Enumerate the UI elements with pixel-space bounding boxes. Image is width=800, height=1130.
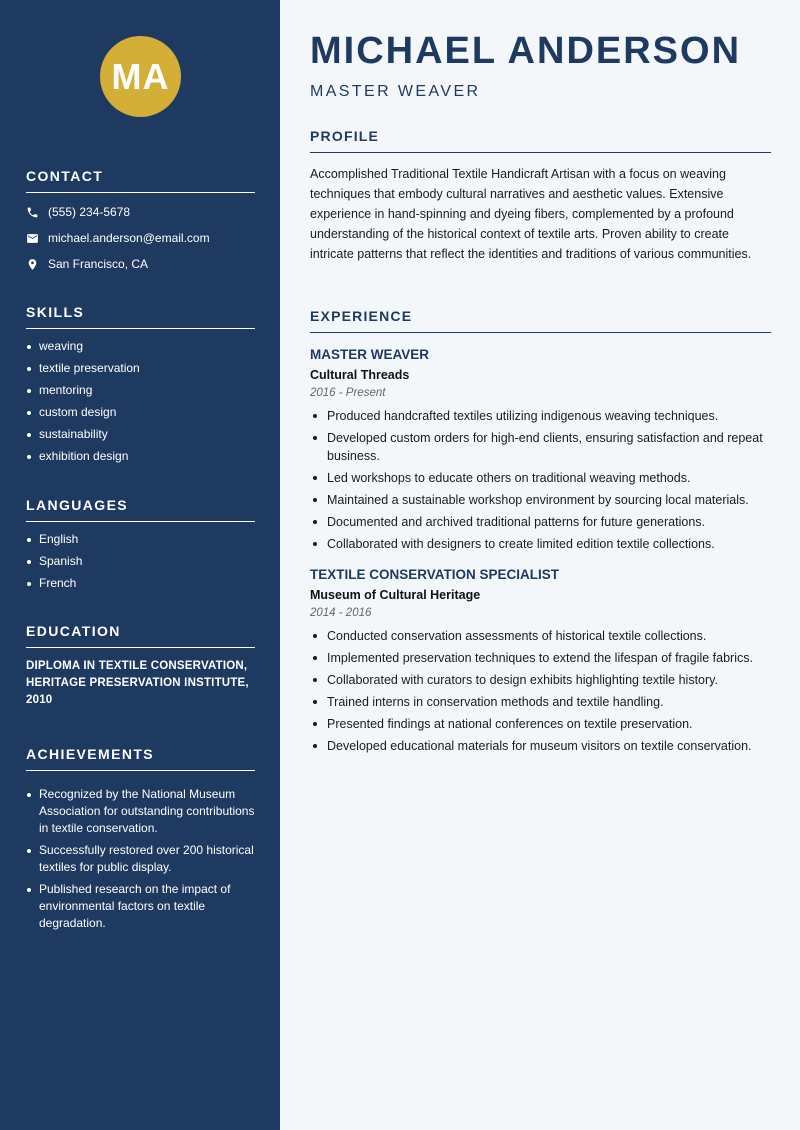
contact-section [26, 168, 255, 277]
achievements-section [26, 746, 255, 937]
achievements-heading: ACHIEVEMENTS [26, 746, 255, 771]
job-bullet: Conducted conservation assessments of historical textile collections. [310, 627, 771, 645]
skills-list [26, 338, 255, 465]
job-dates: 2014 - 2016 [310, 607, 372, 619]
languages-heading: LANGUAGES [26, 497, 255, 522]
job-bullet: Documented and archived traditional patterns for future generations. [310, 513, 771, 531]
skill-item: exhibition design [26, 448, 255, 465]
job-bullet: Presented findings at national conferences on textile preservation. [310, 715, 771, 733]
job-entry [310, 347, 771, 553]
job-bullets [310, 407, 771, 553]
contact-location [26, 251, 255, 277]
job-bullet: Developed educational materials for museum visitors on textile conservation. [310, 737, 771, 755]
language-item: Spanish [26, 553, 255, 570]
job-bullet: Developed custom orders for high-end clients, ensuring satisfaction and repeat business. [310, 429, 771, 465]
phone-link[interactable]: (555) 234-5678 [48, 205, 131, 219]
job-bullet: Collaborated with designers to create limited edition textile collections. [310, 535, 771, 553]
skills-section [26, 304, 255, 470]
skill-item: weaving [26, 338, 255, 355]
achievement-item: Successfully restored over 200 historical textiles for public display. [26, 842, 255, 876]
job-title: TEXTILE CONSERVATION SPECIALIST [310, 567, 560, 582]
education-heading: EDUCATION [26, 623, 255, 648]
experience-heading: EXPERIENCE [310, 308, 771, 333]
job-bullet: Trained interns in conservation methods and textile handling. [310, 693, 771, 711]
skill-item: textile preservation [26, 360, 255, 377]
language-item: English [26, 531, 255, 548]
job-bullet: Produced handcrafted textiles utilizing indigenous weaving techniques. [310, 407, 771, 425]
achievements-list [26, 786, 255, 932]
achievement-item: Recognized by the National Museum Association for outstanding contributions in textile conservation. [26, 786, 255, 837]
education-section [26, 623, 255, 709]
job-bullet: Collaborated with curators to design exhibits highlighting textile history. [310, 671, 771, 689]
avatar [100, 36, 181, 117]
job-bullets [310, 627, 771, 755]
email-link[interactable]: michael.anderson@email.com [48, 231, 210, 245]
location-pin-icon [26, 258, 39, 271]
candidate-name: MICHAEL ANDERSON [310, 30, 742, 72]
experience-section [310, 308, 771, 759]
achievement-item: Published research on the impact of environmental factors on textile degradation. [26, 881, 255, 932]
profile-text: Accomplished Traditional Textile Handicraft Artisan with a focus on weaving techniques that embody cultural narratives and aesthetic values. Extensive experience in hand-spinning and dyeing fibers, complemented by a profound understanding of the historical context of textile arts. Proven ability to create intricate patterns that reflect the identities and traditions of various communities. [310, 167, 752, 261]
phone-icon [26, 206, 39, 219]
job-bullet: Led workshops to educate others on traditional weaving methods. [310, 469, 771, 487]
envelope-icon [26, 232, 39, 245]
language-item: French [26, 575, 255, 592]
job-entry [310, 567, 771, 755]
job-title: MASTER WEAVER [310, 347, 430, 362]
job-bullet: Implemented preservation techniques to extend the lifespan of fragile fabrics. [310, 649, 771, 667]
skill-item: custom design [26, 404, 255, 421]
avatar-initials: MA [111, 55, 170, 97]
job-dates: 2016 - Present [310, 387, 386, 399]
languages-list [26, 531, 255, 592]
profile-heading: PROFILE [310, 128, 771, 153]
education-entry: DIPLOMA IN TEXTILE CONSERVATION, HERITAGE PRESERVATION INSTITUTE, 2010 [26, 660, 249, 706]
contact-phone [26, 199, 255, 225]
contact-email [26, 225, 255, 251]
contact-heading: CONTACT [26, 168, 255, 193]
location-text: San Francisco, CA [48, 257, 149, 271]
profile-section [310, 128, 771, 264]
sidebar [0, 0, 280, 1130]
skills-heading: SKILLS [26, 304, 255, 329]
skill-item: mentoring [26, 382, 255, 399]
job-bullet: Maintained a sustainable workshop environment by sourcing local materials. [310, 491, 771, 509]
languages-section [26, 497, 255, 597]
job-company: Museum of Cultural Heritage [310, 588, 481, 602]
candidate-title: MASTER WEAVER [310, 83, 481, 100]
skill-item: sustainability [26, 426, 255, 443]
job-company: Cultural Threads [310, 368, 410, 382]
